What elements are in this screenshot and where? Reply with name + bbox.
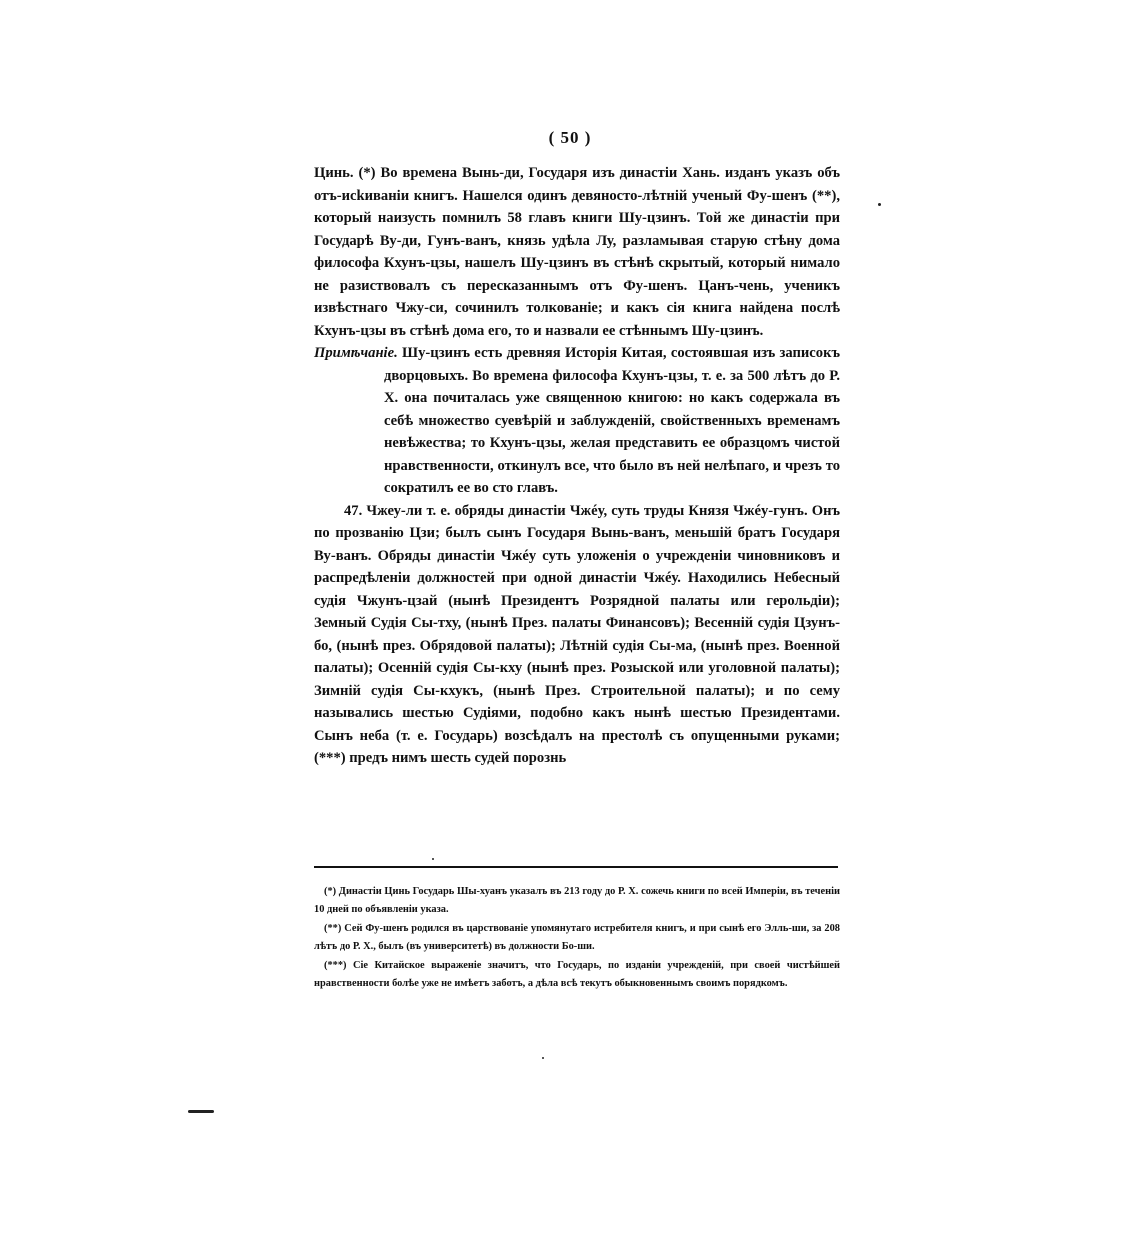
page-number: ( 50 ): [548, 128, 592, 147]
footnote-3: (***) Сіе Китайское выраженіе значитъ, что Государь, по изданіи учрежденій, при своей чистѣйшей нравственности болѣе уже не имѣетъ заботъ, а дѣла всѣ текутъ обыкновеннымъ своимъ порядкомъ.: [314, 960, 840, 989]
note-text: Шу-цзинъ есть древняя Исторія Китая, состоявшая изъ записокъ дворцовыхъ. Во времена философа Кхунъ-цзы, т. е. за 500 лѣтъ до Р. Х. она почиталась уже священною книгою: но какъ содержала въ себѣ множество суевѣрій и заблужденій, свойственныхъ временамъ невѣжества; то Кхунъ-цзы, желая представить ее образцомъ чистой нравственности, откинулъ все, что было въ ней нелѣпаго, и чрезъ то сократилъ ее во сто главъ.: [384, 345, 840, 496]
footnote-1: (*) Династіи Цинь Государь Шы-хуанъ указалъ въ 213 году до Р. Х. сожечь книги по всей Имперіи, въ теченіи 10 дней по объявленіи указа.: [314, 886, 840, 915]
main-text: [314, 162, 840, 770]
scan-dot: [878, 203, 881, 206]
note-block: [314, 342, 840, 500]
scan-mark: [188, 1110, 214, 1113]
footnote-divider: [314, 866, 838, 868]
scan-dot: [542, 1057, 544, 1059]
footnotes: [314, 883, 840, 994]
note-label: Примѣчаніе.: [314, 345, 398, 361]
paragraph-shu-jing: Цинь. (*) Во времена Вынь-ди, Государя изъ династіи Хань. изданъ указъ объ отъ-исkиваніи книгъ. Нашелся одинъ девяносто-лѣтній ученый Фу-шенъ (**), который наизусть помнилъ 58 главъ книги Шу-цзинъ. Той же династіи при Государѣ Ву-ди, Гунъ-ванъ, князь удѣла Лу, разламывая старую стѣну дома философа Кхунъ-цзы, нашелъ Шу-цзинъ въ стѣнѣ скрытый, который нимало не разиствовалъ съ пересказаннымъ отъ Фу-шенъ. Цанъ-чень, ученикъ извѣстнаго Чжу-си, сочинилъ толкованіе; и какъ сія книга найдена послѣ Кхунъ-цзы въ стѣнѣ дома его, то и назвали ее стѣннымъ Шу-цзинъ.: [314, 165, 840, 339]
scan-dot: [432, 858, 434, 860]
footnote-2: (**) Сей Фу-шенъ родился въ царствованіе упомянутаго истребителя книгъ, и при сынѣ его Элль-ши, за 208 лѣтъ до Р. Х., былъ (въ университетѣ) въ должности Бо-ши.: [314, 923, 840, 952]
paragraph-47-zhou-li: 47. Чжеу-ли т. е. обряды династіи Чжéу, суть труды Князя Чжéу-гунъ. Онъ по прозванію Цзи; былъ сынъ Государя Вынь-ванъ, меньшій братъ Государя Ву-ванъ. Обряды династіи Чжéу суть уложенія о учрежденіи чиновниковъ и распредѣленіи должностей при одной династіи Чжéу. Находились Небесный судія Чжунъ-цзай (нынѣ Президентъ Розрядной палаты или герольдіи); Земный Судія Сы-тху, (нынѣ През. палаты Финансовъ); Весенній судія Цзунъ-бо, (нынѣ през. Обрядовой палаты); Лѣтній судія Сы-ма, (нынѣ през. Военной палаты); Осенній судія Сы-кху (нынѣ през. Розыской или уголовной палаты); Зимній судія Сы-кхукъ, (нынѣ През. Строительной палаты); и по сему назывались шестью Судіями, подобно какъ нынѣ шестью Президентами. Сынъ неба (т. е. Государь) возсѣдалъ на престолѣ съ опущенными руками; (***) предъ нимъ шесть судей порознь: [314, 502, 840, 766]
